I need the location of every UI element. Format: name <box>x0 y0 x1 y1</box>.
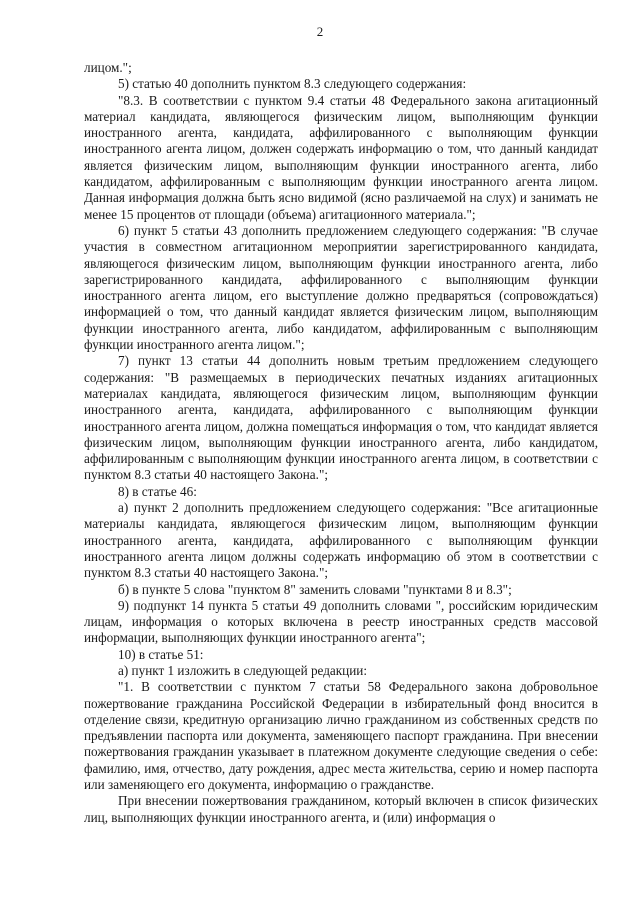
page-number: 2 <box>316 24 324 39</box>
paragraph-item-8b: б) в пункте 5 слова "пунктом 8" заменить словами "пунктами 8 и 8.3"; <box>118 581 512 597</box>
paragraph-item-8a: а) пункт 2 дополнить предложением следующего содержания: "Все агитационные материалы кандидата, являющегося физическим лицом, выполняющим функции иностранного агента, кандидата, аффилированного с выполняющим функции иностранного агента лицом должны содержать информацию об этом в соответствии с пунктом 8.3 статьи 40 настоящего Закона."; <box>84 500 598 581</box>
paragraph-clause-8-3: "8.3. В соответствии с пунктом 9.4 статьи 48 Федерального закона агитационный материал кандидата, являющегося физическим лицом, выполняющим функции иностранного агента, кандидата, аффилированного с выполняющим функции иностранного агента лицом, должен содержать информацию о том, что данный кандидат является физическим лицом, выполняющим функции иностранного агента, либо кандидатом, аффилированным с выполняющим функции иностранного агента лицом. Данная информация должна быть ясно видимой (ясно различаемой на слух) и занимать не менее 15 процентов от площади (объема) агитационного материала."; <box>84 92 598 222</box>
paragraph-item-10a: а) пункт 1 изложить в следующей редакции: <box>118 662 368 678</box>
paragraph-item-6: 6) пункт 5 статьи 43 дополнить предложением следующего содержания: "В случае участия в совместном агитационном мероприятии зарегистрированного кандидата, являющегося физическим лицом, выполняющим функции иностранного агента, либо зарегистрированного кандидата, аффилированного с выполняющим функции иностранного агента лицом, его выступление должно предваряться (сопровождаться) информацией о том, что данный кандидат является физическим лицом, выполняющим функции иностранного агента, либо кандидатом, аффилированным с выполняющим функции иностранного агента лицом."; <box>84 222 598 353</box>
paragraph-item-8: 8) в статье 46: <box>118 483 197 499</box>
paragraph-continuation: лицом."; <box>84 60 132 75</box>
paragraph-item-5: 5) статью 40 дополнить пунктом 8.3 следующего содержания: <box>118 76 467 92</box>
paragraph-item-10: 10) в статье 51: <box>118 646 204 662</box>
document-body <box>84 60 598 826</box>
paragraph-item-7: 7) пункт 13 статьи 44 дополнить новым третьим предложением следующего содержания: "В размещаемых в периодических печатных изданиях агитационных материалах кандидата, являющегося физическим лицом, выполняющим функции иностранного агента, кандидата, аффилированного с выполняющим функции иностранного агента лицом, должна помещаться информация о том, что кандидат является физическим лицом, выполняющим функции иностранного агента, либо кандидатом, аффилированным с выполняющим функции иностранного агента лицом, в соответствии с пунктом 8.3 статьи 40 настоящего Закона."; <box>84 353 598 483</box>
paragraph-clause-1: "1. В соответствии с пунктом 7 статьи 58 Федерального закона добровольное пожертвование гражданина Российской Федерации в избирательный фонд вносится в отделение связи, кредитную организацию лично гражданином из собственных средств по предъявлении паспорта или документа, заменяющего паспорт гражданина. При внесении пожертвования гражданин указывает в платежном документе следующие сведения о себе: фамилию, имя, отчество, дату рождения, адрес места жительства, серию и номер паспорта или заменяющего его документа, информацию о гражданстве. <box>84 679 598 793</box>
paragraph-item-9: 9) подпункт 14 пункта 5 статьи 49 дополнить словами ", российским юридическим лицам, информация о которых включена в реестр иностранных средств массовой информации, выполняющих функции иностранного агента"; <box>84 597 598 646</box>
paragraph-donation: При внесении пожертвования гражданином, который включен в список физических лиц, выполняющих функции иностранного агента, и (или) информация о <box>84 793 598 825</box>
